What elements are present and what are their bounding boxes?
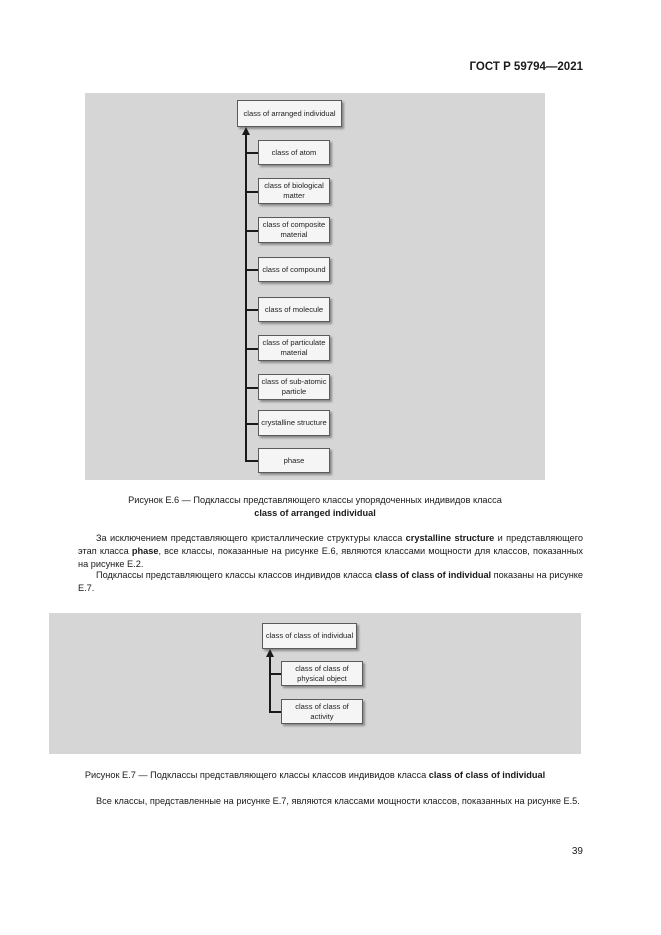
text: показаны на рисунке E.7.	[78, 570, 584, 593]
connector	[269, 673, 281, 675]
diagram-child-node: phase	[258, 448, 330, 473]
diagram-child-node: crystalline structure	[258, 410, 330, 436]
paragraph-3	[78, 795, 583, 808]
text: За исключением представляющего кристаллические структуры класса	[96, 533, 406, 543]
term: crystalline structure	[405, 533, 495, 543]
text: Подклассы представляющего классы классов индивидов класса	[96, 570, 375, 580]
connector	[245, 309, 258, 311]
diagram-child-node: class of class of activity	[281, 699, 363, 724]
diagram-child-node: class of sub-atomic particle	[258, 374, 330, 400]
diagram-child-node: class of compound	[258, 257, 330, 282]
connector	[245, 423, 258, 425]
term: phase	[131, 546, 159, 556]
paragraph-1	[78, 532, 583, 571]
caption-line: Рисунок E.7 — Подклассы представляющего классы классов индивидов класса	[84, 770, 429, 780]
diagram-child-node: class of composite material	[258, 217, 330, 243]
text: , все классы, показанные на рисунке E.6, являются классами мощности для классов, показанных на рисунке E.2.	[78, 546, 583, 569]
connector	[245, 348, 258, 350]
connector	[245, 269, 258, 271]
connector	[245, 460, 258, 462]
diagram-root-node: class of arranged individual	[237, 100, 342, 127]
connector	[245, 191, 258, 193]
text: Все классы, представленные на рисунке E.7, являются классами мощности классов, показанных на рисунке E.5.	[96, 796, 580, 806]
connector	[245, 152, 258, 154]
connector	[245, 230, 258, 232]
connector	[245, 387, 258, 389]
caption-term: class of arranged individual	[254, 508, 376, 518]
figure-e6-caption	[85, 494, 545, 520]
diagram-root-node: class of class of individual	[262, 623, 357, 649]
diagram-child-node: class of biological matter	[258, 178, 330, 204]
diagram-child-node: class of class of physical object	[281, 661, 363, 686]
page-number: 39	[571, 846, 583, 857]
diagram-child-node: class of atom	[258, 140, 330, 165]
term: class of class of individual	[374, 570, 492, 580]
connector	[269, 711, 281, 713]
text: и представляющего этап класса	[78, 533, 583, 556]
caption-term: class of class of individual	[428, 770, 546, 780]
figure-e7-caption	[49, 769, 581, 782]
diagram-child-node: class of particulate material	[258, 335, 330, 361]
diagram-trunk-line	[245, 133, 247, 460]
diagram-trunk-line	[269, 655, 271, 712]
caption-line: Рисунок E.6 — Подклассы представляющего классы упорядоченных индивидов класса	[128, 495, 502, 505]
paragraph-2	[78, 569, 583, 595]
diagram-child-node: class of molecule	[258, 297, 330, 322]
document-header: ГОСТ Р 59794—2021	[469, 61, 583, 73]
